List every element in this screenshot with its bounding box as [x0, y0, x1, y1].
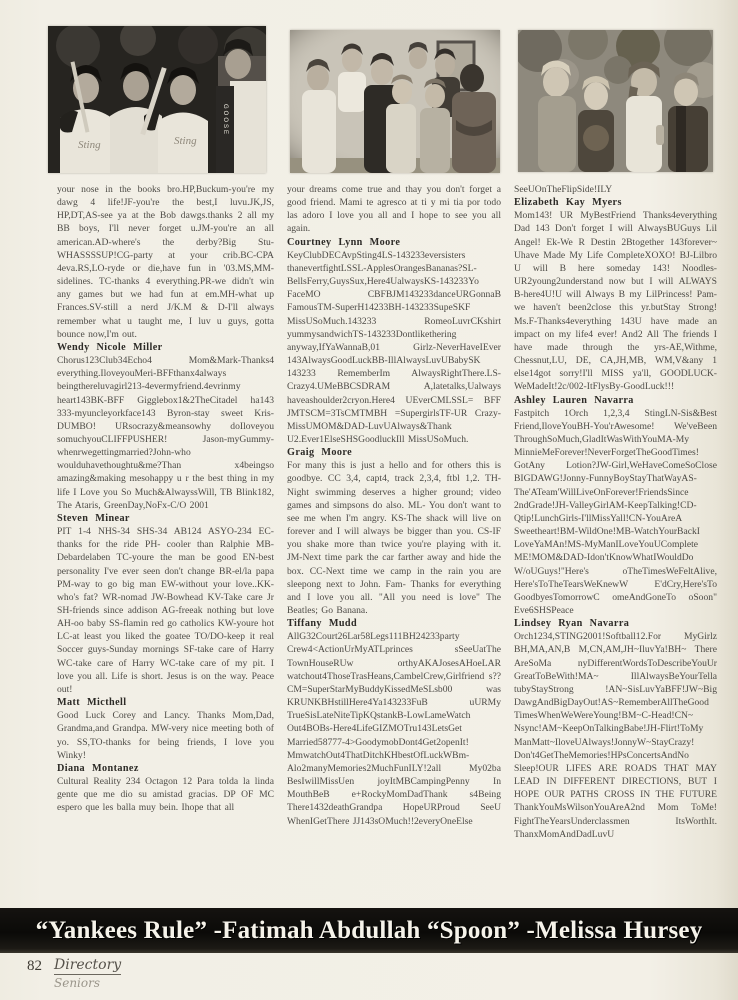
directory-message: PIT 1-4 NHS-34 SHS-34 AB124 ASYO-234 EC-thanks for the ride PH- cooler than Ralphie MB-Debardelaben TC-youre the man be good EN-best personality I've ever seen don't change BR-el/la papa PM-way to go big man EW-without your love..KK-who's fat? WR-nomad JW-Bowhead KV-Take care Jr SH-friends since addison AG-freeak nothing but love AH-oo baby SS-flamin red go catholics KW-youre hot LC-at least you liked the goatee TO/DO-keep it real Soccer guys-Sunday mornings SF-take care of Harry WC-take care of Harry WC-take care of my pit. I love you all. Life is short. Jesus is on the way. Peace out! — [57, 526, 274, 695]
quote-banner — [0, 908, 738, 953]
yearbook-photo-indoor-group — [290, 30, 500, 173]
page-number: 82 — [27, 958, 42, 974]
directory-message: SeeUOnTheFlipSide!ILY — [514, 184, 613, 195]
student-name-graig-moore: Graig Moore — [287, 447, 353, 459]
directory-message: KeyClubDECAvpSting4LS-143233eversisters thanevertfightLSSL-ApplesOrangesBananas?SL-BellsFerry,GuysSux,Here4UalwaysKS-143233Yo FaceMO CBFBJM143233danceURGonnaB FamousTM-SuperH14233BH-143233SupeSKF MissUSoMuch.143233 RomeoLuvrCKshirt yummysandwichTS-143233Dontlikethering anyway,IfYaWannaB,01 Girlz-NeverHaveIEver 143AlwaysGoodLuckBB-IllAlwaysLuvUBabySK 143233 RememberIm AlwaysRightThere.LS-Crazy4.UMeBBCSDRAM A,latetalks,Ualways haveashoulder2cryon.Here4 UEverCMLSSL= BFF JMTSCM=3TsCMTMBH =SupergirlsTF-UR Crazy-MissUMOM&DAD-LuvUAlways&Thank U2.Ever1ElseSHSGoodluckIll MissUSoMuch. — [287, 249, 501, 445]
student-name-ashley-navarra: Ashley Lauren Navarra — [514, 394, 634, 406]
student-name-tiffany-mudd: Tiffany Mudd — [287, 618, 358, 630]
quote-banner-text: “Yankees Rule” -Fatimah Abdullah “Spoon” -Melissa Hursey — [35, 916, 703, 944]
yearbook-photo-sting-team — [48, 26, 266, 173]
page-footer — [27, 958, 121, 990]
directory-message: Cultural Reality 234 Octagon 12 Para tolda la linda gente que me dio su amistad gracias. DP OF MC espero que les balla muy bein. Ihope that all — [57, 776, 274, 814]
student-name-diana-montanez: Diana Montanez — [57, 762, 139, 774]
directory-message: your nose in the books bro.HP,Buckum-you're my dawg 4 life!JF-you're the best,I luvu.JK,JS, HP,DT,AS-see ya at the Bob dawgs.thanks 2 all my BB boys, I'll never forget u.JM-you're an all american.AD-where's the derby?Big Stu-WHASSSSUP!CG-party at your crib.BC-CPA 4eva.RS,LO-ryde or die,have fun in '03.MS,MM-sidelines. TC-thanks 4 everything.PR-we didn't win any games but we had fun at em.MH-what up Frances.SV-still a nerd J/K.M & D-I'll always remember what u taught me, I luv u guys, gotta bounce now,I'm out. — [57, 184, 274, 340]
section-label: Directory — [54, 957, 122, 973]
directory-message: Fastpitch 1Orch 1,2,3,4 StingLN-Sis&Best Friend,IloveYouBH-You'rAwesome! We'veBeen ThroughSoMuch,GladItWasWithYouMA-My MinnieMeForever!NeverForgetTheGoodTimes! GotAny Lotion?JW-Girl,WeHaveComeSoClose BIGDAWG!Jonny-FunnyBoyStayThatWayAS-The'ATeam'WillLiveOnForever!FriendsSince 2ndGrade!JH-ValleyGirlAM-KeepTalking!CD-Qtip!LunchGirls-I'llMissYall!CN-YouAreA Sweetheart!BM-WildOne!MB-WatchYourBackI LoveYaMAn!MS-MyManILoveYouUComplete ME!MOM&DAD-Idon'tKnowWhatIWouldDo W/oUGuys!"Here's oTheTimesWeFeltAlive, Here'sToTheTearsWeKnewW E'dCry,Here'sTo GoodbyesTomorrowC omeAndGoneTo oSoon" Eve6SHSPeace — [514, 407, 717, 616]
directory-message: Chorus123Club34Echo4 Mom&Mark-Thanks4 everything.IloveyouMeri-BFFthanx4always beingthereluvagirl213-4evermyfriend.4evrinmy heart143BK-BFF Gigglebox1&2TheCitadel ha143 333-myuncleyorkface143 Byron-stay sweet Kris-DUMBO! URsocrazy&meansowhy doIloveyou somuchyouCLIFFPUSHER! Jason-myGummy-whenrwegettingmarried?John-who woulduhavethoughtu&me?Than x4beingso amazing&making mesohappy u r the best thing in my life I Love you So Much&AlwayssWill, TB Blink182, The Ataris, GreenDay,NoFx-C/O 2001 — [57, 355, 274, 511]
subsection-label: Seniors — [54, 976, 101, 990]
student-name-wendy-miller: Wendy Nicole Miller — [57, 341, 163, 353]
svg-text:Sting: Sting — [174, 135, 197, 147]
student-name-elizabeth-myers: Elizabeth Kay Myers — [514, 197, 622, 209]
svg-text:Sting: Sting — [78, 139, 101, 151]
directory-column-1 — [57, 183, 274, 815]
directory-message: AllG32Court26Lar58Legs111BH24233party Crew4<ActionUrMyATLprinces sSeeUatThe TownHouseRUw orthyAKAJosesAHoeLAR watchout4ThoseTrasHeans,CambelCrew,Girlfriend s??CM=SuperStarMyBuddyKissedMeSLsb00 was KRUNKBHstillHere4Ya143233FuB uURMy TrueSisLateNiteTipKQstankB-LowLameWatch Out4BOBs-Here4LifeGIZMOTru143LetsGet Married58777-4>GoodymobDont4Get2openIt! MmwatchOut4ThatDitchKHbestOfLuckWBm-Alo2manyMemories2MuchFunILY!2all My02ba BesIwillMissUen joyItMBCampingPenny In MouthBeB e+RockyMomDadThank s4Being There1432deathGrandpa HopeURProud SeeU WhenIGetThere JJ143sOMuch!!2everyOneElse — [287, 631, 501, 827]
svg-text:GOOSE: GOOSE — [222, 104, 228, 137]
directory-column-3 — [514, 183, 717, 841]
folio — [54, 958, 121, 990]
directory-message: Orch1234,STING2001!Softball12.For MyGirlz BH,MA,AN,B M,CN,AM,JH~IluvYa!BH~ There AreSoMa nyDifferentWordsToDescribeYouUr GreatToBeWith!MA~ IllAlwaysBeYourTella tubyStayStrong !AN~SisLuvYaBFF!JW~Big DawgAndBigDayOut!AS~RememberAllTheGood TimesWhenWeWereYoung!BM~C-Head!CN~ Nsync!AM~KeepOnTalkingBabe!JH-Flirt!ToMy ManMatt~IloveUAlways!JonnyW~StayCrazy! Don't4GetTheMemories!HPsConcertsAndNo Sleep!OUR LIFES ARE ROADS THAT MAY LEAD IN DIFFERENT DIRECTIONS, BUT I HOPE OUR PATHS CROSS IN THE FUTURE ThankYouMsWilsonYouAreA2nd Mom ToMe! FightTheYearsUnderclassmen ItsWorthIt. ThanxMomAndDadLuvU — [514, 631, 717, 840]
student-name-courtney-moore: Courtney Lynn Moore — [287, 236, 401, 248]
directory-message: For many this is just a hello and for others this is goodbye. CC 3,4, capt4, track 2,3,4, ftbl 1,2. TH- Night swimming deserves a higher ground; video games and simpsons do also. ML- You don't want to see me when I'm angry. KS-The shack will live on forever and I will always be bigger than you. CS-IF you shake more than twice you're playing with it. JM-Next time park the car farther away and hide the box. CC-Next time we camp in the rain you are sleepong next to John. Fam- Thanks for everything and I love you all. "All you need is love" The Beatles; Go Banana. — [287, 460, 501, 616]
student-name-lindsey-navarra: Lindsey Ryan Navarra — [514, 618, 630, 630]
student-name-steven-minear: Steven Minear — [57, 512, 130, 524]
directory-message: your dreams come true and thay you don't forget a good friend. Mami te agresco at ti y mi tia por todo las adoro I love you all and I hope to see you all again. — [287, 184, 501, 235]
directory-column-2 — [287, 183, 501, 828]
directory-message: Mom143! UR MyBestFriend Thanks4everything Dad 143 Don't forget I will AlwaysBUGuys Lil Angel! Ek-We R Destin 2Btogether 143forever~ Uhave Made My Life CompleteXOXO! BJ-Lilbro U will B here someday 143! Noodles-UR2young2understand now but I will ALWAYS B-here4U!U will Always B my LilPrincess! Pam-we haven't been2close this yr.butStay Strong! Ms.F-Thanks4everything 143U have made an impact on my life4 ever! And2 All The friends I have made through the yrs-AE,Withme, Chessnut,LU, DE, CA,JH,MB, WM,V&any 1 else14got sorry!I'll MISS ya'll, GOODLUCK-WeMadeIt!2c/002-ItFlysBy-GoodLuck!!! — [514, 210, 717, 393]
yearbook-photo-outdoor-friends — [518, 30, 713, 172]
directory-message: Good Luck Corey and Lancy. Thanks Mom,Dad, Grandma,and Grandpa. MW-very nice meeting both of yo. SS,TO-thanks for being friends, I love you Winky! — [57, 710, 274, 761]
student-name-matt-micthell: Matt Micthell — [57, 697, 127, 709]
